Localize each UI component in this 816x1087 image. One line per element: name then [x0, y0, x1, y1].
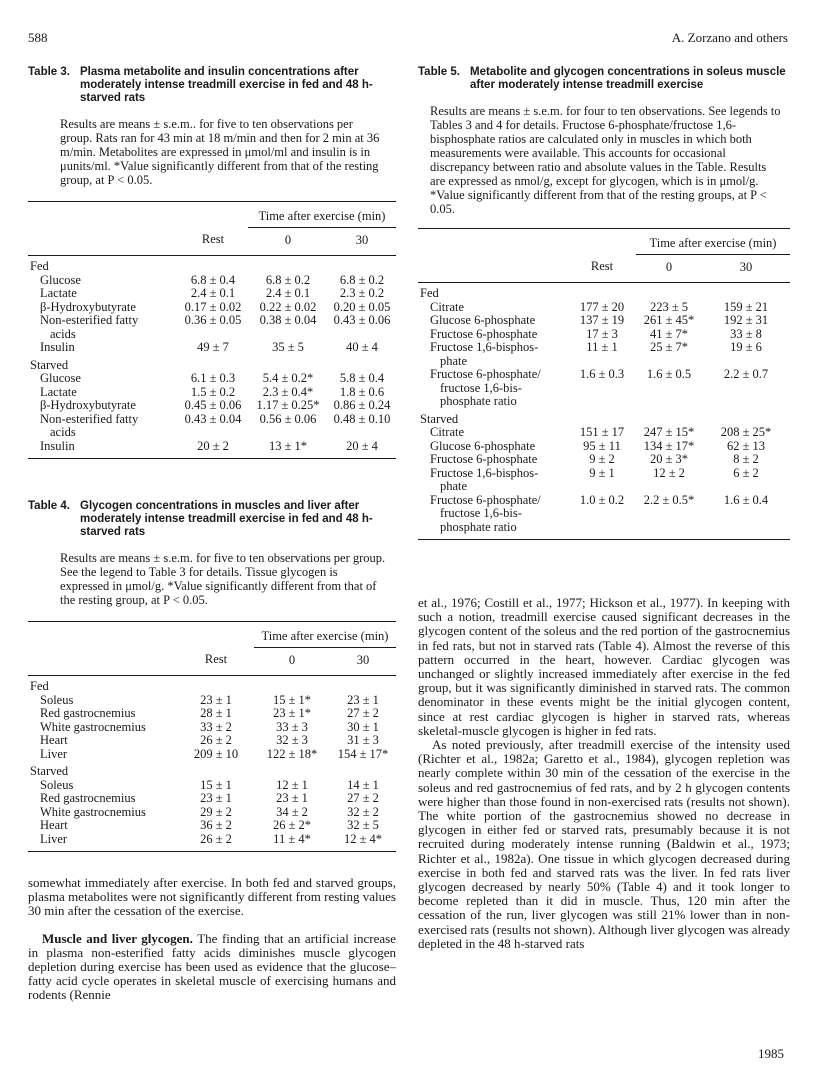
- cell-t0: 0.56 ± 0.06: [259, 411, 317, 426]
- table3-col-0: 0: [284, 232, 292, 247]
- cell-rest: 209 ± 10: [193, 746, 239, 761]
- table3-span-header: Time after exercise (min): [248, 210, 396, 227]
- row-label: β-Hydroxybutyrate: [40, 299, 136, 314]
- cell-t30: 23 ± 1: [347, 692, 379, 707]
- row-label: Insulin: [40, 438, 75, 453]
- table-row: [28, 792, 396, 806]
- cell-t0: 26 ± 2*: [272, 818, 312, 832]
- table5-number: Table 5.: [418, 66, 460, 78]
- row-label: Red gastrocnemius: [40, 706, 136, 720]
- cell-rest: 9 ± 2: [589, 452, 615, 466]
- folio-number: 1985: [758, 1046, 784, 1061]
- cell-t30: 0.48 ± 0.10: [333, 411, 391, 426]
- left-body-text: [28, 876, 396, 1003]
- row-label: Soleus: [40, 692, 74, 707]
- cell-t0: 134 ± 17*: [643, 438, 695, 453]
- row-label: Glucose 6-phosphate: [430, 438, 536, 453]
- row-label: Fructose 6-phosphate/ fructose 1,6-bis- phosphate ratio: [430, 367, 541, 408]
- row-label: White gastrocnemius: [40, 719, 146, 734]
- table5-note: Results are means ± s.e.m. for four to ten observations. See legends to Tables 3 and 4 for details. Fructose 6-phosphate/fructose 1,6-bisphosphate ratios are calculated only in muscles in which both measurements were available. This accounts for occasional discrepancy between ratio and absolute values in the Table. Results are expressed as nmol/g, except for glycogen, which is in μmol/g. *Value significantly different from that of the resting groups, at P < 0.05.: [430, 104, 781, 216]
- cell-t30: 12 ± 4*: [343, 831, 383, 846]
- cell-rest: 1.0 ± 0.2: [579, 492, 625, 507]
- table-row: [28, 748, 396, 762]
- cell-t0: 0.38 ± 0.04: [259, 313, 317, 327]
- table5-col-30: 30: [739, 259, 753, 274]
- cell-rest: 2.4 ± 0.1: [190, 286, 236, 300]
- table-row: [28, 314, 396, 341]
- cell-t30: 32 ± 5: [347, 818, 379, 832]
- table5-caption-text: Metabolite and glycogen concentrations in soleus muscle after moderately intense treadmill exercise: [470, 66, 786, 91]
- table4-block: [28, 500, 396, 852]
- table-row: [28, 399, 396, 413]
- table4-col-30: 30: [356, 652, 370, 667]
- section-heading: Muscle and liver glycogen.: [42, 930, 193, 946]
- running-head: A. Zorzano and others: [671, 30, 788, 45]
- cell-t0: 247 ± 15*: [643, 425, 695, 439]
- right-paragraph-2: As noted previously, after treadmill exercise of the intensity used (Richter et al., 1982a; Garetto et al., 1984), glycogen repletion was nearly complete within 30 min of the cessation of the exercise in the soleus and red gastrocnemius of fed rats, and by 2 h glycogen contents were higher than those found in non-exercised rats (results not shown). The white portion of the gastrocnemius showed no decrease in glycogen in either fed or starved rats, presumably because it is not recruited during moderately intense running (Baldwin et al., 1973; Richter et al., 1982a). One tissue in which glycogen decreased during exercise in both fed and starved rats was the liver. In fed rats liver glycogen decreased by nearly 50% (Table 4) and it took longer to become repleted than it did in muscle. Thus, 120 min after the cessation of the run, liver glycogen was still 21% lower than in non-exercised rats (results not shown). Although liver glycogen was already depleted in the 48 h-starved rats: [418, 737, 790, 951]
- table4-starved-label: Starved: [30, 764, 69, 778]
- table4-col-rest: Rest: [204, 652, 228, 666]
- row-label: Glucose 6-phosphate: [430, 313, 536, 327]
- cell-t0: 2.2 ± 0.5*: [643, 492, 695, 507]
- cell-rest: 15 ± 1: [200, 777, 232, 792]
- cell-t0: 5.4 ± 0.2*: [262, 371, 314, 385]
- row-label: Non-esterified fatty acids: [40, 313, 139, 341]
- cell-rest: 29 ± 2: [200, 804, 232, 819]
- row-label: Insulin: [40, 340, 75, 354]
- row-label: Glucose: [40, 272, 81, 287]
- cell-t30: 159 ± 21: [723, 299, 769, 314]
- table-row: [28, 734, 396, 748]
- table-row: [28, 819, 396, 833]
- cell-t30: 33 ± 8: [730, 326, 762, 341]
- cell-t0: 2.4 ± 0.1: [265, 286, 311, 300]
- cell-t30: 62 ± 13: [726, 438, 766, 453]
- cell-rest: 0.45 ± 0.06: [184, 398, 242, 412]
- cell-t0: 1.17 ± 0.25*: [256, 398, 320, 412]
- cell-t30: 154 ± 17*: [337, 746, 389, 761]
- cell-rest: 151 ± 17: [579, 425, 625, 439]
- cell-t0: 20 ± 3*: [649, 452, 689, 466]
- cell-rest: 0.36 ± 0.05: [184, 313, 242, 327]
- table-row: [28, 287, 396, 301]
- cell-t30: 2.2 ± 0.7: [723, 367, 769, 381]
- page-number: 588: [28, 30, 48, 45]
- cell-t30: 19 ± 6: [730, 340, 762, 354]
- table-row: [418, 328, 790, 342]
- table-row: [418, 440, 790, 454]
- cell-rest: 20 ± 2: [197, 438, 229, 453]
- cell-t30: 27 ± 2: [347, 706, 379, 720]
- cell-rest: 23 ± 1: [200, 692, 232, 707]
- cell-t0: 23 ± 1: [276, 791, 308, 805]
- cell-t30: 0.86 ± 0.24: [333, 398, 391, 412]
- row-label: Glucose: [40, 371, 81, 385]
- row-label: Fructose 6-phosphate: [430, 326, 538, 341]
- table3-col-rest: Rest: [201, 232, 225, 246]
- table-row: [418, 494, 790, 535]
- cell-t0: 34 ± 2: [276, 804, 308, 819]
- table-row: [418, 314, 790, 328]
- left-paragraph-1: somewhat immediately after exercise. In both fed and starved groups, plasma metabolites were not significantly different from resting values 30 min after the cessation of the exercise.: [28, 875, 396, 919]
- cell-rest: 11 ± 1: [586, 340, 618, 354]
- cell-t30: 14 ± 1: [347, 777, 379, 792]
- cell-rest: 36 ± 2: [200, 818, 232, 832]
- cell-rest: 1.6 ± 0.3: [579, 367, 625, 381]
- row-label: Fructose 1,6-bisphos- phate: [430, 340, 539, 368]
- table-row: [28, 341, 396, 355]
- table3: [28, 201, 396, 459]
- cell-t30: 1.8 ± 0.6: [339, 384, 385, 399]
- cell-rest: 23 ± 1: [200, 791, 232, 805]
- cell-rest: 137 ± 19: [579, 313, 625, 327]
- table5-fed-label: Fed: [420, 286, 439, 300]
- cell-rest: 33 ± 2: [200, 719, 232, 734]
- cell-t0: 35 ± 5: [272, 340, 304, 354]
- cell-t0: 15 ± 1*: [272, 692, 312, 707]
- cell-t0: 2.3 ± 0.4*: [262, 384, 314, 399]
- table-row: [28, 721, 396, 735]
- right-body-text: [418, 596, 790, 951]
- cell-t0: 223 ± 5: [649, 299, 689, 314]
- cell-t30: 31 ± 3: [347, 733, 379, 747]
- row-label: Fructose 6-phosphate: [430, 452, 538, 466]
- cell-t30: 1.6 ± 0.4: [723, 492, 769, 507]
- row-label: White gastrocnemius: [40, 804, 146, 819]
- left-paragraph-2-text: The finding that an artificial increase in plasma non-esterified fatty acids diminishes muscle glycogen depletion during exercise has been used as evidence that the glucose–fatty acid cycle operates in skeletal muscle of exercising humans and rodents (Rennie: [28, 930, 396, 1003]
- table5-caption: [418, 66, 790, 92]
- row-label: Non-esterified fatty acids: [40, 411, 139, 439]
- table4-note: Results are means ± s.e.m. for five to ten observations per group. See the legend to Table 3 for details. Tissue glycogen is expressed in μmol/g. *Value significantly different from that of the resting group, at P < 0.05.: [60, 551, 386, 607]
- row-label: Fructose 1,6-bisphos- phate: [430, 465, 539, 493]
- table-row: [418, 368, 790, 409]
- cell-t30: 6.8 ± 0.2: [339, 272, 385, 287]
- table-row: [28, 413, 396, 440]
- row-label: Citrate: [430, 425, 465, 439]
- table4: [28, 621, 396, 852]
- table-row: [28, 301, 396, 315]
- cell-rest: 1.5 ± 0.2: [190, 384, 236, 399]
- cell-t30: 8 ± 2: [733, 452, 759, 466]
- row-label: Lactate: [40, 286, 77, 300]
- cell-rest: 28 ± 1: [200, 706, 232, 720]
- row-label: β-Hydroxybutyrate: [40, 398, 136, 412]
- cell-t0: 23 ± 1*: [272, 706, 312, 720]
- cell-rest: 49 ± 7: [197, 340, 229, 354]
- row-label: Soleus: [40, 777, 74, 792]
- cell-t0: 41 ± 7*: [649, 326, 689, 341]
- row-label: Fructose 6-phosphate/ fructose 1,6-bis- phosphate ratio: [430, 492, 541, 534]
- row-label: Citrate: [430, 299, 465, 314]
- table-row: [418, 426, 790, 440]
- cell-rest: 26 ± 2: [200, 733, 232, 747]
- cell-t30: 40 ± 4: [346, 340, 378, 354]
- table-row: [28, 372, 396, 386]
- cell-t0: 25 ± 7*: [649, 340, 689, 354]
- table-row: [28, 386, 396, 400]
- table3-col-30: 30: [355, 232, 369, 247]
- cell-t0: 12 ± 2: [653, 465, 685, 480]
- table5-span-header: Time after exercise (min): [636, 237, 790, 254]
- table-row: [418, 453, 790, 467]
- table-row: [28, 806, 396, 820]
- right-paragraph-1: et al., 1976; Costill et al., 1977; Hickson et al., 1977). In keeping with such a notion, treadmill exercise caused significant decreases in the glycogen content of the soleus and the red portion of the gastrocnemius in fed rats, but not in starved rats (Table 4). Almost the reverse of this pattern occurred in the heart, however. Cardiac glycogen was unchanged or slightly increased immediately after exercise in the fed group, but it was significantly diminished in starved rats. The common denominator in these events might be the initial glycogen content, since at rest cardiac glycogen is higher in starved rats, whereas skeletal-muscle glycogen is higher in fed rats.: [418, 595, 790, 738]
- cell-rest: 9 ± 1: [589, 465, 615, 480]
- cell-t0: 33 ± 3: [276, 719, 308, 734]
- cell-t0: 261 ± 45*: [643, 313, 695, 327]
- cell-rest: 6.8 ± 0.4: [190, 272, 236, 287]
- cell-t0: 13 ± 1*: [268, 438, 308, 453]
- cell-t30: 32 ± 2: [347, 804, 379, 819]
- table4-col-0: 0: [288, 652, 296, 667]
- cell-t30: 30 ± 1: [347, 719, 379, 734]
- row-label: Liver: [40, 746, 68, 761]
- cell-t0: 32 ± 3: [276, 733, 308, 747]
- row-label: Lactate: [40, 384, 77, 399]
- cell-t0: 12 ± 1: [276, 777, 308, 792]
- table4-span-header: Time after exercise (min): [254, 630, 396, 647]
- left-paragraph-2: [28, 932, 396, 1003]
- table3-caption: [28, 66, 396, 105]
- cell-t30: 5.8 ± 0.4: [339, 371, 385, 385]
- cell-t30: 27 ± 2: [347, 791, 379, 805]
- cell-rest: 95 ± 11: [583, 438, 621, 453]
- cell-rest: 0.17 ± 0.02: [184, 299, 242, 314]
- table-row: [28, 833, 396, 847]
- cell-rest: 0.43 ± 0.04: [184, 411, 242, 426]
- row-label: Liver: [40, 831, 68, 846]
- cell-t30: 6 ± 2: [733, 465, 759, 480]
- cell-t0: 122 ± 18*: [266, 746, 318, 761]
- table3-block: [28, 66, 396, 459]
- row-label: Heart: [40, 818, 68, 832]
- table3-caption-text: Plasma metabolite and insulin concentrations after moderately intense treadmill exercise in fed and 48 h-starved rats: [80, 66, 373, 104]
- table-row: [28, 274, 396, 288]
- table3-fed-label: Fed: [30, 259, 49, 273]
- table-row: [28, 694, 396, 708]
- cell-rest: 17 ± 3: [586, 326, 618, 341]
- cell-t30: 0.43 ± 0.06: [333, 313, 391, 327]
- cell-rest: 6.1 ± 0.3: [190, 371, 236, 385]
- table5-block: [418, 66, 790, 540]
- row-label: Heart: [40, 733, 68, 747]
- table-row: [28, 779, 396, 793]
- table5-starved-label: Starved: [420, 411, 459, 426]
- table5-col-rest: Rest: [590, 259, 614, 273]
- row-label: Red gastrocnemius: [40, 791, 136, 805]
- table4-caption-text: Glycogen concentrations in muscles and liver after moderately intense treadmill exercise in fed and 48 h-starved rats: [80, 500, 373, 538]
- table-row: [418, 301, 790, 315]
- cell-rest: 177 ± 20: [579, 299, 625, 314]
- table-row: [28, 707, 396, 721]
- cell-t0: 11 ± 4*: [273, 831, 311, 846]
- cell-t30: 2.3 ± 0.2: [339, 286, 385, 300]
- table4-fed-label: Fed: [30, 679, 49, 693]
- table-row: [418, 467, 790, 494]
- table5-col-0: 0: [665, 259, 673, 274]
- table-row: [28, 440, 396, 454]
- cell-rest: 26 ± 2: [200, 831, 232, 846]
- table3-starved-label: Starved: [30, 357, 69, 372]
- cell-t0: 6.8 ± 0.2: [265, 272, 311, 287]
- cell-t30: 208 ± 25*: [720, 425, 772, 439]
- table3-number: Table 3.: [28, 66, 70, 78]
- cell-t30: 20 ± 4: [346, 438, 378, 453]
- table4-number: Table 4.: [28, 500, 70, 512]
- table5: [418, 228, 790, 540]
- cell-t30: 0.20 ± 0.05: [333, 299, 391, 314]
- cell-t30: 192 ± 31: [723, 313, 769, 327]
- table-row: [418, 341, 790, 368]
- cell-t0: 0.22 ± 0.02: [259, 299, 317, 314]
- cell-t0: 1.6 ± 0.5: [646, 367, 692, 381]
- table4-caption: [28, 500, 396, 539]
- table3-note: Results are means ± s.e.m.. for five to ten observations per group. Rats ran for 43 min at 18 m/min and then for 2 min at 36 m/min. Metabolites are expressed in μmol/ml and insulin is in μunits/ml. *Value significantly different from that of the resting group, at P < 0.05.: [60, 117, 380, 187]
